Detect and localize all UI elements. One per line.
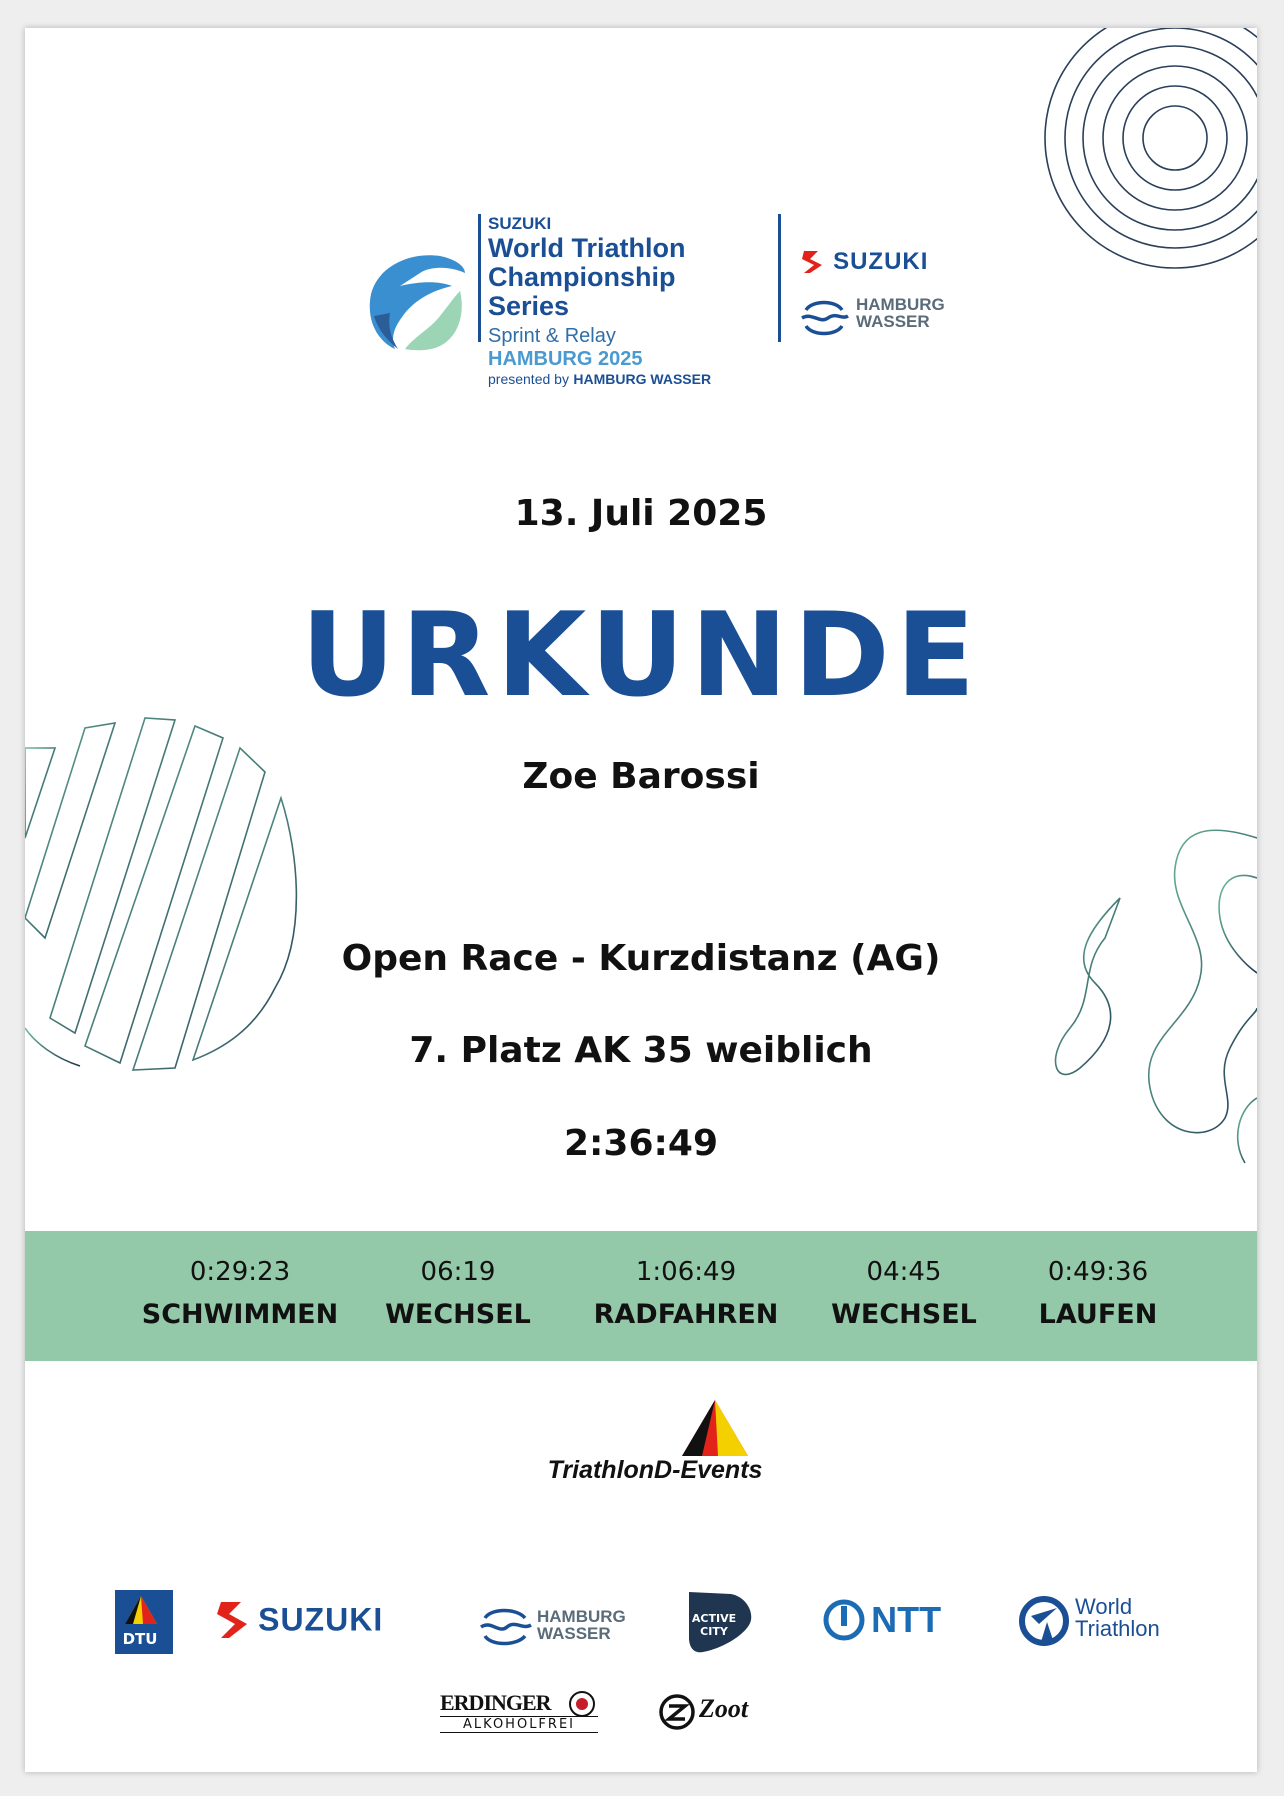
header-suzuki-text: SUZUKI — [833, 248, 929, 275]
header-hw-line1: HAMBURG — [856, 295, 945, 314]
wt-line2: Triathlon — [1075, 1616, 1160, 1641]
world-triathlon-icon — [1017, 1594, 1071, 1648]
race-name: Open Race - Kurzdistanz (AG) — [341, 938, 941, 979]
dtu-logo — [115, 1590, 173, 1654]
logo-line4: HAMBURG 2025 — [488, 348, 643, 370]
logo-line3: Sprint & Relay — [488, 325, 616, 347]
split-time: 0:29:23 — [189, 1257, 291, 1287]
striped-circle-decoration — [25, 688, 325, 1088]
header-suzuki-logo — [800, 248, 928, 276]
placement: 7. Platz AK 35 weiblich — [409, 1030, 873, 1071]
certificate-page — [25, 28, 1257, 1772]
suzuki-logo — [215, 1600, 383, 1640]
presented-by: HAMBURG WASSER — [573, 371, 712, 387]
erdinger-text: ERDINGER — [440, 1690, 551, 1715]
split-time: 06:19 — [420, 1257, 496, 1287]
certificate-title: URKUNDE — [300, 588, 982, 723]
split-t1 — [343, 1257, 573, 1330]
zoot-text: Zoot — [699, 1694, 749, 1723]
header-hw-line2: WASSER — [856, 312, 930, 331]
participant-name: Zoe Barossi — [522, 756, 760, 797]
split-label: LAUFEN — [1038, 1299, 1158, 1330]
ntt-icon — [822, 1598, 866, 1642]
logo-divider — [478, 214, 481, 342]
split-label: SCHWIMMEN — [141, 1299, 339, 1330]
split-time: 1:06:49 — [635, 1257, 737, 1287]
hamburg-wasser-icon — [477, 1604, 533, 1648]
active-city-text — [689, 1612, 739, 1638]
logo-line1: World Triathlon — [488, 233, 686, 263]
hamburg-wasser-logo — [477, 1604, 657, 1648]
split-time: 04:45 — [866, 1257, 942, 1287]
split-bike — [571, 1257, 801, 1330]
suzuki-s-icon — [800, 249, 828, 275]
split-time: 0:49:36 — [1047, 1257, 1149, 1287]
split-run — [983, 1257, 1213, 1330]
zoot-icon — [657, 1692, 697, 1732]
logo-brand: SUZUKI — [488, 214, 552, 233]
split-label: WECHSEL — [385, 1299, 531, 1330]
suzuki-text: SUZUKI — [258, 1601, 384, 1638]
organizer-logo — [525, 1398, 785, 1518]
split-label: WECHSEL — [831, 1299, 977, 1330]
erdinger-logo — [440, 1690, 600, 1736]
logo-presented — [488, 371, 748, 389]
active-city-logo — [685, 1588, 757, 1654]
presented-prefix: presented by — [488, 371, 569, 387]
split-swim — [125, 1257, 355, 1330]
erdinger-sub: ALKOHOLFREI — [440, 1716, 598, 1733]
wt-line1: World — [1075, 1594, 1133, 1619]
triathlond-triangle-icon — [680, 1398, 750, 1458]
ntt-text: NTT — [871, 1599, 942, 1640]
dtu-text: DTU — [122, 1630, 158, 1648]
event-logo-text — [488, 214, 748, 389]
active-city-line1: ACTIVE — [691, 1612, 737, 1625]
hamburg-wasser-wave-icon — [798, 296, 850, 336]
active-city-line2: CITY — [700, 1625, 728, 1638]
erdinger-emblem-icon — [568, 1690, 596, 1718]
splits-band — [25, 1231, 1257, 1361]
logo-line2: Championship Series — [488, 262, 676, 321]
concentric-circles-decoration — [1015, 28, 1257, 278]
world-triathlon-logo — [1017, 1594, 1187, 1650]
hw-line2: WASSER — [537, 1624, 611, 1643]
split-label: RADFAHREN — [593, 1299, 779, 1330]
certificate-date: 13. Juli 2025 — [514, 493, 768, 534]
total-time: 2:36:49 — [563, 1123, 719, 1164]
event-logo — [360, 206, 960, 386]
ntt-logo — [822, 1598, 941, 1642]
hw-line1: HAMBURG — [537, 1607, 626, 1626]
world-triathlon-symbol-icon — [360, 241, 470, 351]
suzuki-s-icon-large — [215, 1600, 253, 1640]
logo-divider-2 — [778, 214, 781, 342]
zoot-logo — [657, 1692, 797, 1732]
organizer-name: TriathlonD-Events — [547, 1456, 763, 1484]
